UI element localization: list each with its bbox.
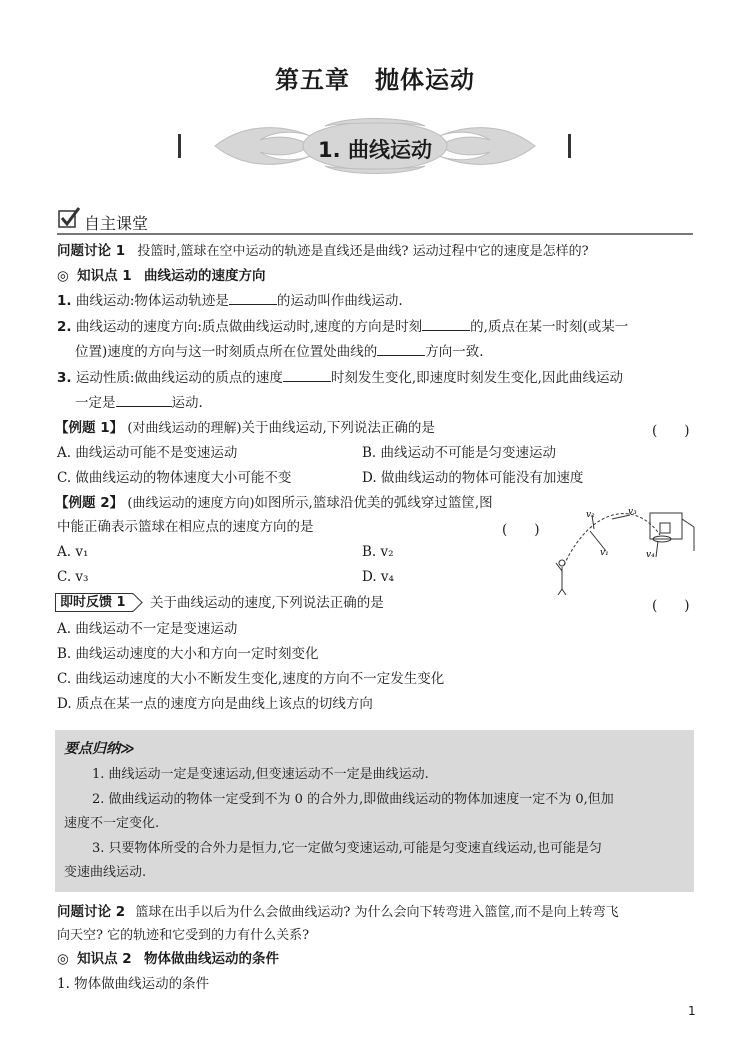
- ex2-option-b[interactable]: B. v₂: [362, 544, 394, 560]
- fk1-option-a[interactable]: A. 曲线运动不一定是变速运动: [57, 621, 238, 637]
- item-number: 3.: [57, 370, 72, 386]
- item-text: 一定是: [75, 395, 116, 411]
- question-discussion-1: [57, 242, 589, 261]
- fill-blank[interactable]: [283, 369, 331, 382]
- ex2-hint: (曲线运动的速度方向): [127, 496, 255, 511]
- item-text: 的,质点在某一时刻(或某一: [470, 319, 629, 335]
- key-point-2-cont: 速度不一定变化.: [64, 816, 160, 831]
- fill-blank[interactable]: [422, 318, 470, 331]
- q2-text-2: 向天空? 它的轨迹和它受到的力有什么关系?: [57, 928, 310, 943]
- ex1-text: 关于曲线运动,下列说法正确的是: [241, 420, 435, 436]
- item-text: 曲线运动:物体运动轨迹是: [75, 293, 229, 309]
- kp2-mark: ◎: [57, 951, 69, 967]
- kp1-item-3-cont: [75, 394, 203, 412]
- instant-feedback-1-label: 即时反馈 1: [55, 593, 133, 612]
- v4-label: v₄: [646, 550, 655, 560]
- q2-label: 问题讨论 2: [57, 904, 126, 920]
- ex2-answer-paren[interactable]: ( ): [502, 522, 540, 538]
- fk1-option-d[interactable]: D. 质点在某一点的速度方向是曲线上该点的切线方向: [57, 696, 373, 712]
- section-title: 1. 曲线运动: [318, 138, 432, 162]
- key-point-2: 2. 做曲线运动的物体一定受到不为 0 的合外力,即做曲线运动的物体加速度一定不为 0,但加: [92, 792, 614, 807]
- example-2: [55, 494, 493, 513]
- key-point-3: 3. 只要物体所受的合外力是恒力,它一定做匀变速运动,可能是匀变速直线运动,也可能是匀: [92, 841, 602, 856]
- chapter-title: 第五章 抛体运动: [275, 66, 475, 94]
- item-text: 位置)速度的方向与这一时刻质点所在位置处曲线的: [75, 344, 378, 360]
- key-point-1: 1. 曲线运动一定是变速运动,但变速运动不一定是曲线运动.: [92, 767, 429, 782]
- ex2-text-1: 如图所示,篮球沿优美的弧线穿过篮筐,图: [254, 495, 493, 511]
- v3-label: v₃: [628, 507, 637, 517]
- ex1-label: 【例题 1】: [55, 420, 124, 436]
- ex2-option-c[interactable]: C. v₃: [57, 569, 89, 585]
- fk1-option-b[interactable]: B. 曲线运动速度的大小和方向一定时刻变化: [57, 646, 319, 662]
- kp1-mark: ◎: [57, 268, 69, 284]
- ex1-option-a[interactable]: A. 曲线运动可能不是变速运动: [57, 445, 238, 461]
- kp1-item-3: [57, 369, 623, 387]
- key-points-box: [55, 730, 694, 892]
- fill-blank[interactable]: [116, 394, 172, 407]
- q1-text: 投篮时,篮球在空中运动的轨迹是直线还是曲线? 运动过程中它的速度是怎样的?: [137, 244, 589, 259]
- ex1-option-b[interactable]: B. 曲线运动不可能是匀变速运动: [362, 445, 557, 461]
- kp1-item-2: [57, 318, 628, 336]
- zizhu-section-title: 自主课堂: [84, 214, 149, 233]
- ex2-option-a[interactable]: A. v₁: [57, 544, 89, 560]
- item-text: 运动.: [171, 395, 203, 411]
- item-text: 运动性质:做曲线运动的质点的速度: [75, 370, 283, 386]
- ex2-text-2: 中能正确表示篮球在相应点的速度方向的是: [57, 519, 314, 535]
- fk1-text: 关于曲线运动的速度,下列说法正确的是: [150, 595, 384, 611]
- item-text: 时刻发生变化,即速度时刻发生变化,因此曲线运动: [330, 370, 623, 386]
- kp2-label: 知识点 2: [77, 951, 132, 967]
- basketball-trajectory-figure: [552, 505, 702, 595]
- fill-blank[interactable]: [229, 292, 277, 305]
- ex1-option-c[interactable]: C. 做曲线运动的物体速度大小可能不变: [57, 470, 292, 486]
- item-text: 曲线运动的速度方向:质点做曲线运动时,速度的方向是时刻: [75, 319, 423, 335]
- item-text: 的运动叫作曲线运动.: [276, 293, 403, 309]
- kp2-item-1: 1. 物体做曲线运动的条件: [57, 976, 210, 992]
- item-text: 方向一致.: [425, 344, 484, 360]
- ex1-answer-paren[interactable]: ( ): [652, 423, 690, 439]
- ex1-hint: (对曲线运动的理解): [127, 421, 242, 436]
- kp1-item-1: [57, 292, 403, 310]
- v2-label: v₂: [586, 510, 595, 520]
- kp2-title: 物体做曲线运动的条件: [143, 951, 279, 967]
- kp1-item-2-cont: [75, 343, 484, 361]
- fk1-answer-paren[interactable]: ( ): [652, 598, 690, 614]
- q1-label: 问题讨论 1: [57, 243, 126, 259]
- fill-blank[interactable]: [377, 343, 425, 356]
- checkmark-pen-icon: [57, 205, 83, 231]
- knowledge-point-2: [57, 950, 279, 968]
- ex1-option-d[interactable]: D. 做曲线运动的物体可能没有加速度: [362, 470, 584, 486]
- ex2-option-d[interactable]: D. v₄: [362, 569, 394, 585]
- kp1-label: 知识点 1: [77, 268, 132, 284]
- section-divider: [57, 233, 693, 235]
- example-1: [55, 419, 435, 438]
- page-number: 1: [688, 1004, 696, 1018]
- item-number: 2.: [57, 319, 72, 335]
- knowledge-point-1: [57, 267, 265, 285]
- fk1-option-c[interactable]: C. 曲线运动速度的大小不断发生变化,速度的方向不一定发生变化: [57, 671, 445, 687]
- kp1-title: 曲线运动的速度方向: [143, 268, 266, 284]
- q2-text-1: 篮球在出手以后为什么会做曲线运动? 为什么会向下转弯进入篮筐,而不是向上转弯飞: [135, 905, 619, 920]
- question-discussion-2: [57, 903, 619, 922]
- key-point-3-cont: 变速曲线运动.: [64, 865, 147, 880]
- item-number: 1.: [57, 293, 72, 309]
- key-points-title: 要点归纳≫: [64, 741, 135, 757]
- v1-label: v₁: [600, 548, 609, 558]
- ex2-label: 【例题 2】: [55, 495, 124, 511]
